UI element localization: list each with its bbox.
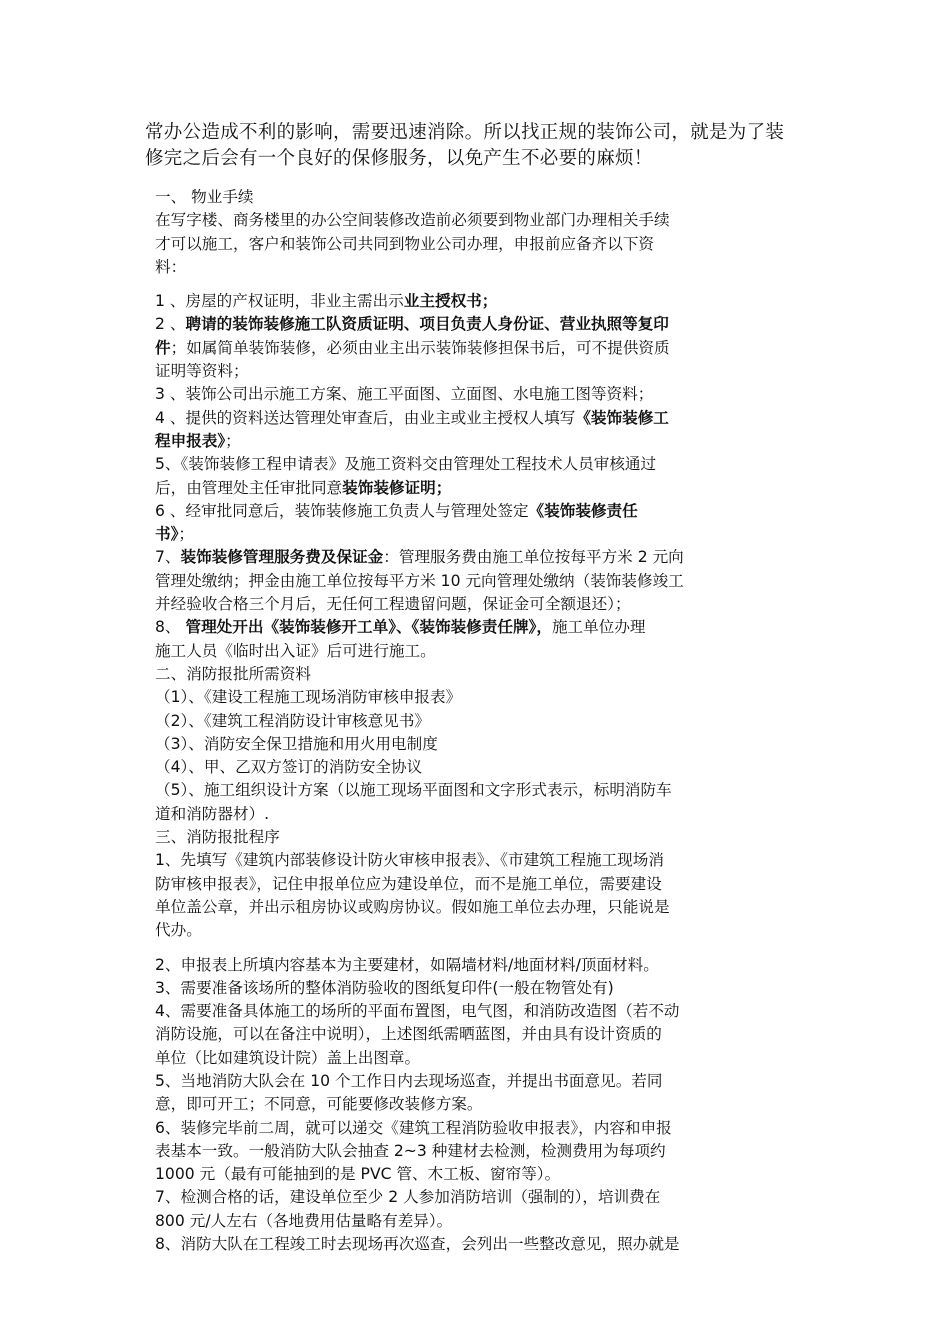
list-item: 800 元/人左右（各地费用估量略有差异）。 [155,1211,453,1230]
intro-line: 常办公造成不利的影响，需要迅速消除。所以找正规的装饰公司，就是为了装 [145,122,785,143]
list-item: 6、装修完毕前二周，就可以递交《建筑工程消防验收申报表》，内容和申报 [155,1118,672,1137]
list-item: 防审核申报表》，记住申报单位应为建设单位，而不是施工单位，需要建设 [155,874,662,893]
list-item: 8、 管理处开出《装饰装修开工单》、《装饰装修责任牌》，施工单位办理 [155,618,646,637]
list-item: 消防设施，可以在备注中说明），上述图纸需晒蓝图，并由具有设计资质的 [155,1025,662,1044]
list-item: 1 、房屋的产权证明，非业主需出示业主授权书； [155,292,498,311]
paragraph-line: 在写字楼、商务楼里的办公空间装修改造前必须要到物业部门办理相关手续 [155,211,670,230]
list-item: 5、当地消防大队会在 10 个工作日内去现场巡查，并提出书面意见。若同 [155,1071,663,1090]
list-item: （3）、消防安全保卫措施和用火用电制度 [155,734,438,753]
list-item: 2、申报表上所填内容基本为主要建材，如隔墙材料/地面材料/顶面材料。 [155,955,659,974]
list-item: 证明等资料； [155,362,249,381]
list-item: 5、《装饰装修工程申请表》及施工资料交由管理处工程技术人员审核通过 [155,455,657,474]
list-item: （1）、《建设工程施工现场消防审核申报表》 [155,688,462,707]
list-item: 意，即可开工；不同意，可能要修改装修方案。 [155,1095,483,1114]
list-item: （4）、甲、乙双方签订的消防安全协议 [155,758,423,777]
paragraph-line: 料： [155,257,187,276]
list-item: 件；如属简单装饰装修，必须由业主出示装饰装修担保书后，可不提供资质 [155,338,670,357]
section-heading-fire-procedure: 三、消防报批程序 [155,828,280,847]
list-item: 6 、经审批同意后，装饰装修施工负责人与管理处签定《装饰装修责任 [155,501,638,520]
list-item: 1、先填写《建筑内部装修设计防火审核申报表》、《市建筑工程施工现场消 [155,851,664,870]
list-item: 4、需要准备具体施工的场所的平面布置图，电气图，和消防改造图（若不动 [155,1002,680,1021]
list-item: 8、消防大队在工程竣工时去现场再次巡查，会列出一些整改意见，照办就是 [155,1235,680,1254]
list-item: （5）、施工组织设计方案（以施工现场平面图和文字形式表示，标明消防车 [155,781,672,800]
list-item: 代办。 [155,921,202,940]
list-item: 书》； [155,525,194,544]
list-item: 道和消防器材）. [155,804,270,823]
section-heading-fire-materials: 二、消防报批所需资料 [155,664,311,683]
section-heading-property: 一、 物业手续 [155,188,254,206]
list-item: 并经验收合格三个月后，无任何工程遗留问题，保证金可全额退还）； [155,595,631,614]
list-item: 3 、装饰公司出示施工方案、施工平面图、立面图、水电施工图等资料； [155,385,654,404]
list-item: 单位盖公章，并出示租房协议或购房协议。假如施工单位去办理，只能说是 [155,897,670,916]
list-item: 后，由管理处主任审批同意装饰装修证明； [155,478,452,497]
list-item: 施工人员《临时出入证》后可进行施工。 [155,641,436,660]
list-item: 7、装饰装修管理服务费及保证金：管理服务费由施工单位按每平方米 2 元向 [155,548,684,567]
list-item: 4 、提供的资料送达管理处审查后，由业主或业主授权人填写《装饰装修工 [155,408,669,427]
list-item: 1000 元（最有可能抽到的是 PVC 管、木工板、窗帘等）。 [155,1165,561,1184]
list-item: 2 、聘请的装饰装修施工队资质证明、项目负责人身份证、营业执照等复印 [155,315,669,334]
paragraph-line: 才可以施工，客户和装饰公司共同到物业公司办理，申报前应备齐以下资 [155,234,655,253]
list-item: 3、需要准备该场所的整体消防验收的图纸复印件(一般在物管处有) [155,978,614,997]
list-item: 程申报表》； [155,431,241,450]
intro-paragraph [145,120,805,172]
list-item: 7、检测合格的话，建设单位至少 2 人参加消防培训（强制的），培训费在 [155,1188,661,1207]
list-item: 单位（比如建筑设计院）盖上出图章。 [155,1048,421,1067]
list-item: （2）、《建筑工程消防设计审核意见书》 [155,711,431,730]
list-item: 管理处缴纳；押金由施工单位按每平方米 10 元向管理处缴纳（装饰装修竣工 [155,571,684,590]
list-item: 表基本一致。一般消防大队会抽查 2~3 种建材去检测，检测费用为每项约 [155,1141,666,1160]
document-body [155,186,805,1256]
intro-line: 修完之后会有一个良好的保修服务，以免产生不必要的麻烦！ [145,148,653,169]
